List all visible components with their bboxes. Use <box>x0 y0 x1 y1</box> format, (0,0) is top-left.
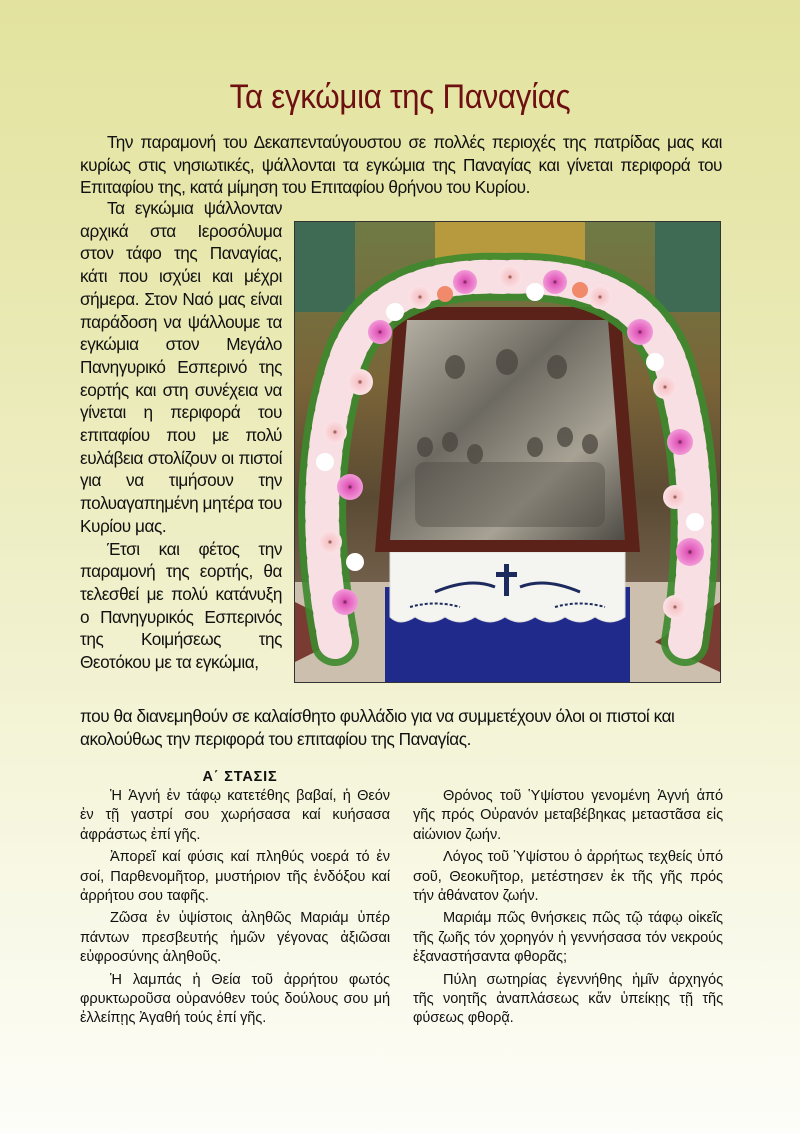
hymn-verse: Μαριάμ πῶς θνήσκεις πῶς τῷ τάφῳ οἰκεῖς τῆς ζωῆς τόν χορηγόν ἡ γεννήσασα τόν νεκρούς ἐξαναστήσαντα φθορᾶς; <box>413 910 723 966</box>
paragraph-this-year: Έτσι και φέτος την παραμονή της εορτής, θα τελεσθεί με πολύ κατάνυξη ο Πανηγυρικός Εσπερινός της Κοιμήσεως της Θεοτόκου με τα εγκώμια, <box>80 538 282 673</box>
wrapped-text-column <box>80 197 282 674</box>
hymn-verse: Ζῶσα ἐν ὑψίστοις ἀληθῶς Μαριάμ ὑπέρ πάντων πρεσβευτής ἡμῶν γέγονας ἀξιῶσαι εὐφροσύνης ἀληθοῦς. <box>80 910 390 966</box>
epitaph-illustration <box>295 222 720 682</box>
intro-paragraph: Την παραμονή του Δεκαπενταύγουστου σε πολλές περιοχές της πατρίδας μας και κυρίως στις νησιωτικές, ψάλλονται τα εγκώμια της Παναγίας και γίνεται περιφορά του Επιταφίου της, κατά μίμηση του Επιταφίου θρήνου του Κυρίου. <box>80 132 722 197</box>
paragraph-history: Τα εγκώμια ψάλλονταν αρχικά στα Ιεροσόλυμα στον τάφο της Παναγίας, κάτι που ισχύει και μέχρι σήμερα. Στον Ναό μας είναι παράδοση να ψάλλουμε τα εγκώμια στον Μεγάλο Πανηγυρικό Εσπερινό της εορτής και στη συνέχεια να γίνεται η περιφορά του επιταφίου που με πολύ ευλάβεια στολίζουν οι πιστοί για να τιμήσουν την πολυαγαπημένη μητέρα του Κυρίου μας. <box>80 198 282 536</box>
stasis-heading: Α΄ ΣΤΑΣΙΣ <box>202 769 278 785</box>
hymn-verse: Πύλη σωτηρίας ἐγεννήθης ἡμῖν ἀρχηγός τῆς νοητῆς ἀναπλάσεως κἄν ὑπείκῃς τῇ τῆς φύσεως φθορᾷ. <box>413 971 723 1027</box>
epitaph-photo <box>294 221 721 683</box>
hymn-verse: Λόγος τοῦ Ὑψίστου ὁ ἀρρήτως τεχθείς ὑπό σοῦ, Θεοκυῆτορ, μετέστησεν ἐκ τῆς γῆς πρός τήν ἀθάνατον ζωήν. <box>413 849 723 905</box>
paragraph-continuation <box>80 705 722 750</box>
hymn-column-2 <box>413 787 723 1032</box>
hymn-verse: Ἡ Ἁγνή ἐν τάφῳ κατετέθης βαβαί, ἡ Θεόν ἐν τῇ γαστρί σου χωρήσασα καί κυήσασα ἀφράστως ἐπί γῆς. <box>80 788 390 843</box>
hymn-verse: Ἡ λαμπάς ἡ Θεία τοῦ ἀρρήτου φωτός φρυκτωροῦσα οὐρανόθεν τούς δούλους σου μή ἐλλείπῃς Ἀγαθή τούς ἐπί γῆς. <box>80 971 390 1027</box>
page-title: Τα εγκώμια της Παναγίας <box>229 78 571 116</box>
hymn-verse: Ἀπορεῖ καί φύσις καί πληθύς νοερά τό ἐν σοί, Παρθενομῆτορ, μυστήριον τῆς ἐνδόξου καί ἀρρήτου σου ταφῆς. <box>80 849 390 905</box>
hymn-verse: Θρόνος τοῦ Ὑψίστου γενομένη Ἁγνή ἀπό γῆς πρός Οὐρανόν μεταβέβηκας μεταστᾶσα εἰς αἰώνιον ζωήν. <box>413 788 723 843</box>
hymn-column-1 <box>80 787 390 1032</box>
paragraph-this-year-end: που θα διανεμηθούν σε καλαίσθητο φυλλάδιο για να συμμετέχουν όλοι οι πιστοί και ακολούθως την περιφορά του επιταφίου της Παναγίας. <box>80 706 675 749</box>
